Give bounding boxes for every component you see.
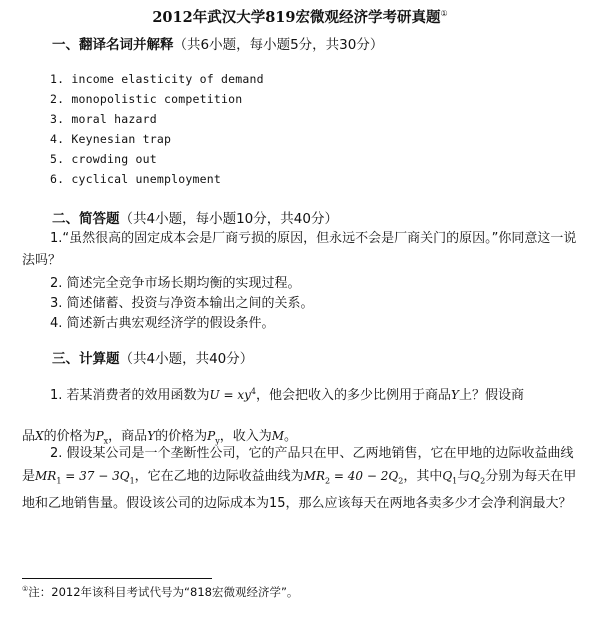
section1-item: 4. Keynesian trap <box>50 132 172 146</box>
section2-heading <box>52 207 338 227</box>
section3-desc: （共4小题，共40分） <box>119 351 254 367</box>
footnote-marker: ① <box>22 585 29 594</box>
section3-title: 三、计算题 <box>52 351 120 367</box>
section2-item: 4. 简述新古典宏观经济学的假设条件。 <box>50 316 275 331</box>
section1-item: 5. crowding out <box>50 152 157 166</box>
section3-question-2: 2. 假设某公司是一个垄断性公司，它的产品只在甲、乙两地销售，它在甲地的边际收益曲线是$MR_1 = 37 - 3Q_1$，它在乙地的边际收益曲线为$MR_2 = 40 - 2Q_2$，其中$Q_1$与$Q_2$分别为每天在甲地和乙地销售量。假设该公司的边际成本为15，那么应该每天在两地各卖多少才会净利润最大？ <box>22 446 577 512</box>
title-text: 2012年武汉大学819宏微观经济学考研真题 <box>152 9 441 26</box>
section2-item: 2. 简述完全竞争市场长期均衡的实现过程。 <box>50 276 301 291</box>
page-title <box>0 6 600 27</box>
footnote-divider <box>22 578 212 579</box>
section1-item: 1. income elasticity of demand <box>50 72 264 86</box>
section1-desc: （共6小题，每小题5分，共30分） <box>173 37 384 53</box>
footnote-marker: ① <box>440 9 448 19</box>
section1-item: 2. monopolistic competition <box>50 92 243 106</box>
section3-heading <box>52 347 253 367</box>
footnote <box>22 584 298 600</box>
section2-item: 3. 简述储蓄、投资与净资本输出之间的关系。 <box>50 296 314 311</box>
section2-question-1: 1.“虽然很高的固定成本会是厂商亏损的原因，但永远不会是厂商关门的原因。”你同意这一说法吗？ <box>22 231 577 268</box>
footnote-text: 注：2012年该科目考试代号为“818宏微观经济学”。 <box>28 585 299 599</box>
section1-item: 3. moral hazard <box>50 112 157 126</box>
section2-title: 二、简答题 <box>52 211 120 227</box>
section1-heading <box>52 33 383 53</box>
section1-item: 6. cyclical unemployment <box>50 172 221 186</box>
section2-desc: （共4小题，每小题10分，共40分） <box>119 211 338 227</box>
section3-question-1: 1. 若某消费者的效用函数为$U = xy^4$，他会把收入的多少比例用于商品Y上？假设商 品X的价格为$P_x$，商品Y的价格为$P_y$，收入为M。 <box>22 387 524 446</box>
section1-title: 一、翻译名词并解释 <box>52 37 174 53</box>
